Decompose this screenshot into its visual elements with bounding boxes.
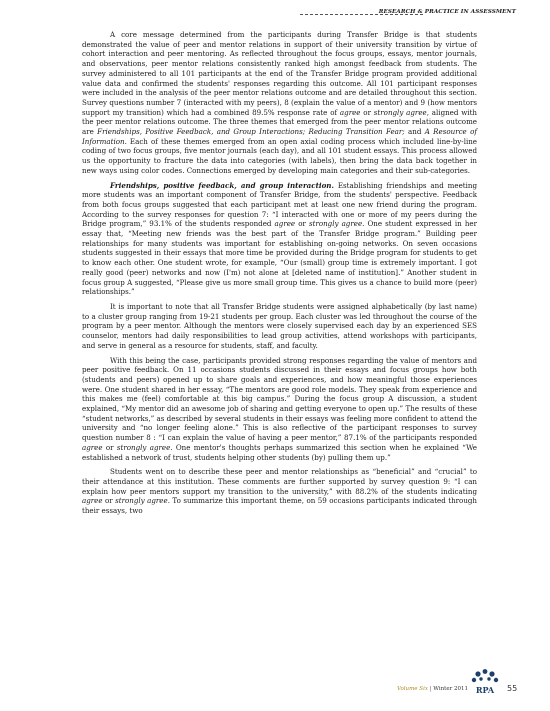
italic-term: agree: [274, 219, 296, 229]
article-body: [82, 30, 477, 521]
text-run: It is important to note that all Transfer Bridge students were assigned alphabetically (by last name) to a cluster group ranging from 19-21 students per group. Each cluster was led throughout the course of the program by a peer mentor. Although the mentors were closely supervised each day by an experienced SES counselor, mentors had daily responsibilities to lead group activities, attend workshops with participants, and serve in general as a resource for students, staff, and faculty.: [82, 301, 477, 350]
section-lead-heading: Friendships, positive feedback, and group interaction.: [110, 180, 334, 190]
italic-term: strongly agree: [116, 442, 171, 452]
italic-term: strongly agree: [115, 496, 168, 506]
text-run: or: [360, 107, 374, 117]
text-run: A core message determined from the participants during Transfer Bridge is that students demonstrated the value of peer and mentor relations in support of their university transition by virtue of cohort interaction and peer mentoring. As reflected throughout the focus groups, essays, mentor journals, and observations, peer mentor relations consistently ranked high amongst feedback from students. The survey administered to all 101 participants at the end of the Transfer Bridge program provided additional value data and confirmed the students' responses regarding this outcome. All 101 participant responses were included in the analysis of the peer mentor relations outcome and are detailed throughout this section. Survey questions number 7 (interacted with my peers), 8 (explain the value of a mentor) and 9 (how mentors support my transition) which had a combined 89.5% response rate of: [82, 30, 477, 117]
italic-term: agree: [339, 107, 361, 117]
italic-term: A Resource of Information: [82, 127, 477, 146]
footer-issue: Winter 2011: [433, 686, 468, 692]
italic-term: strongly agree: [373, 107, 427, 117]
text-run: With this being the case, participants provided strong responses regarding the value of mentors and peer positive feedback. On 11 occasions students discussed in their essays and focus groups how both (students and peers) opened up to share goals and experiences, and how meaningful those experiences were. One student shared in her essay, “The mentors are good role models. They speak from experience and this makes me (feel) comfortable at this big campus.” During the focus group A discussion, a student explained, “My mentor did an awesome job of sharing and getting everyone to open up.” The results of these “student networks,” as described by several students in their essays was feeling more confident to attend the university and “no longer feeling alone.” This is also reflective of the participant responses to survey question number 8 : “I can explain the value of having a peer mentor,” 87.1% of the participants responded: [82, 355, 477, 443]
footer-volume: Volume Six: [397, 686, 428, 692]
text-run: and: [404, 127, 425, 137]
text-run: Students went on to describe these peer and mentor relationships as “beneficial” and “crucial” to their attendance at this institution. These comments are further supported by survey question 9: “I can explain how peer mentors support my transition to the university,” with 88.2% of the students indicating: [82, 467, 477, 496]
text-run: , aligned with the peer mentor relations outcome. The three themes that emerged from the peer mentor relations outcome are: [82, 107, 477, 137]
italic-term: strongly agree: [308, 219, 363, 229]
paragraph: [82, 356, 477, 463]
text-run: or: [102, 496, 116, 506]
text-run: or: [295, 219, 309, 229]
paragraph: [82, 302, 477, 351]
text-run: or: [102, 442, 117, 452]
text-run: . To summarize this important theme, on 59 occasions participants indicated through their essays, two: [82, 496, 477, 516]
rpa-logo-icon: [470, 668, 500, 696]
paragraph: [82, 181, 477, 297]
footer-separator: |: [427, 686, 434, 692]
paragraph: [82, 30, 477, 176]
text-run: . One mentor's thoughts perhaps summarized this section when he explained “We established a network of trust, students helping other students (by) pulling them up.”: [82, 442, 477, 462]
italic-term: agree: [82, 496, 103, 506]
running-header: RESEARCH & PRACTICE IN ASSESSMENT: [378, 9, 516, 15]
text-run: . Each of these themes emerged from an open axial coding process which included line-by-line coding of two focus groups, five mentor journals (each day), and all 101 student essays. This process allowed us the opportunity to fracture the data into categories (with labels), then bring the data back together in new ways using color codes. Connections emerged by developing main categories and their sub-categories.: [82, 136, 477, 175]
footer: [397, 686, 468, 692]
page-number: 55: [507, 684, 518, 693]
text-run: . One student expressed in her essay that, “Meeting new friends was the best part of the Transfer Bridge program.” Building peer relationships for many students was important for establishing on-going networks. On seven occasions students suggested in their essays that more time be provided during the Bridge program for students to get to know each other. One student wrote, for example, “Our (small) group time is extremely important. I got really good (peer) networks and now (I'm) not alone at [deleted name of institution].” Another student in focus group A suggested, “Please give us more small group time. This gives us a chance to build more (peer) relationships.”: [82, 219, 477, 297]
italic-term: agree: [82, 442, 103, 452]
text-run: Establishing friendships and meeting more students was an important component of Transfer Bridge, from the students' perspective. Feedback from both focus groups suggested that each participant met at least one new friend during the program. According to the survey responses for question 7: “I interacted with one or more of my peers during the Bridge program,” 93.1% of the students responded: [82, 180, 477, 229]
italic-term: Friendships, Positive Feedback, and Group Interactions; Reducing Transition Fear;: [97, 127, 405, 137]
paragraph: [82, 467, 477, 516]
logo-text: RPA: [475, 685, 495, 695]
